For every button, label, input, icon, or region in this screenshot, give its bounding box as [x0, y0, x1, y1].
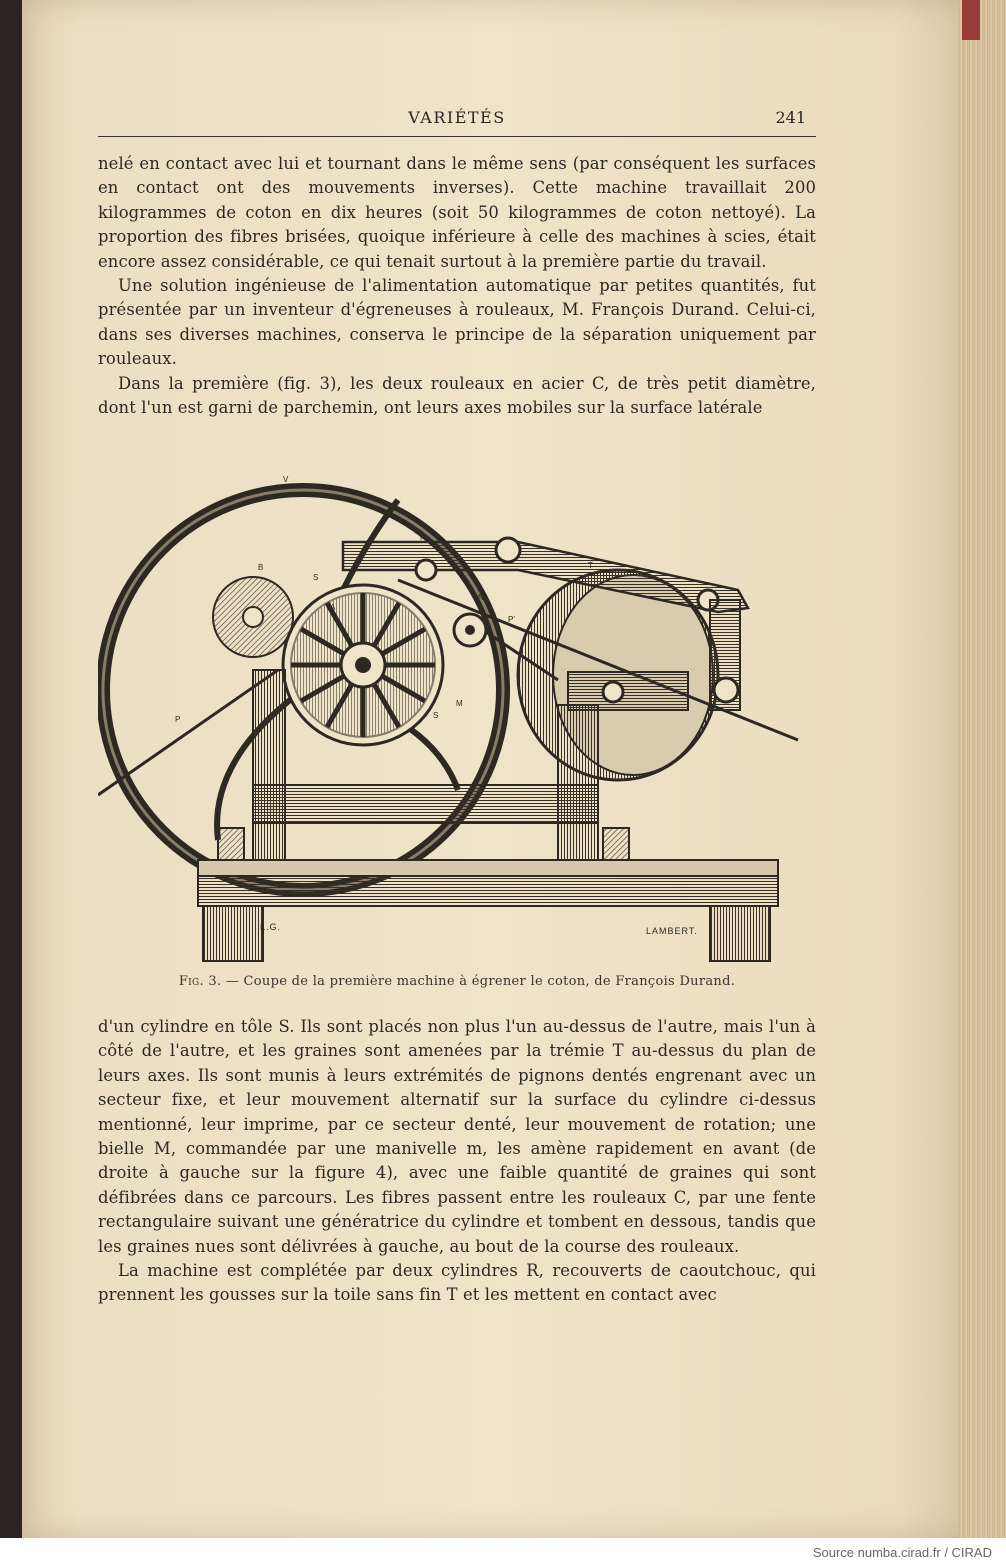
source-credit: Source numba.cirad.fr / CIRAD [812, 1545, 992, 1560]
text-block-after-figure [98, 1015, 816, 1308]
caption-label: Fig. 3. [178, 974, 222, 989]
paragraph: d'un cylindre en tôle S. Ils sont placés non plus l'un au-dessus de l'autre, mais l'un à côté de l'autre, et les graines sont amenées par la trémie T au-dessus du plan de leurs axes. Ils sont munis à leurs extrémités de pignons dentés engrenant avec un secteur fixe, et leur mouvement alternatif sur la surface du cylindre ci-dessus mentionné, leur imprime, par ce secteur denté, leur mouvement de rotation; une bielle M, commandée par une manivelle m, les amène rapidement en avant (de droite à gauche sur la figure 4), avec une faible quantité de graines qui sont défibrées dans ce parcours. Les fibres passent entre les rouleaux C, par une fente rectangulaire suivant une génératrice du cylindre et tombent en dessous, tandis que les graines nues sont délivrées à gauche, au bout de la course des rouleaux. [98, 1017, 816, 1256]
figure-label: M [456, 699, 463, 708]
figure-label: S [433, 711, 439, 720]
figure-label: V [283, 475, 289, 484]
brush-roller [213, 577, 293, 657]
figure-label: N [478, 593, 484, 602]
figure-label: A [330, 603, 336, 612]
paragraph: nelé en contact avec lui et tournant dans le même sens (par conséquent les surfaces en contact ont des mouvements inverses). Cette machine travaillait 200 kilogrammes de coton en dix heures (soit 50 kilogrammes de coton nettoyé). La proportion des fibres brisées, quoique inférieure à celle des machines à scies, était encore assez considérable, ce qui tenait surtout à la première partie du travail. [98, 154, 816, 271]
page-edges [958, 0, 1006, 1538]
figure-caption [98, 974, 816, 989]
engraver-signature-right: LAMBERT. [646, 926, 698, 936]
paragraph: Une solution ingénieuse de l'alimentation automatique par petites quantités, fut présentée par un inventeur d'égreneuses à rouleaux, M. François Durand. Celui-ci, dans ses diverses machines, conserva le principe de la séparation uniquement par rouleaux. [98, 276, 816, 369]
figure-label: P [175, 715, 181, 724]
bladed-cylinder [283, 585, 443, 745]
paragraph: La machine est complétée par deux cylindres R, recouverts de caoutchouc, qui prennent les gousses sur la toile sans fin T et les mettent en contact avec [98, 1261, 816, 1305]
header-rule [98, 136, 816, 137]
running-title: VARIÉTÉS [408, 108, 506, 127]
paragraph: Dans la première (fig. 3), les deux rouleaux en acier C, de très petit diamètre, dont l'un est garni de parchemin, ont leurs axes mobiles sur la surface latérale [98, 373, 816, 418]
engraver-signature-left: L.G. [260, 922, 282, 932]
text-block-before-figure [98, 152, 816, 420]
figure-engraving [98, 460, 816, 968]
small-gear [454, 614, 486, 646]
figure-label: R [420, 533, 426, 542]
running-head [98, 106, 816, 134]
figure-label: T [588, 561, 593, 570]
caption-text: — Coupe de la première machine à égrener le coton, de François Durand. [225, 974, 736, 989]
figure-label: P' [508, 615, 515, 624]
page-number: 241 [775, 108, 806, 127]
cotton-gin-illustration [98, 460, 816, 968]
figure-label: B [258, 563, 264, 572]
figure-label: S [313, 573, 319, 582]
